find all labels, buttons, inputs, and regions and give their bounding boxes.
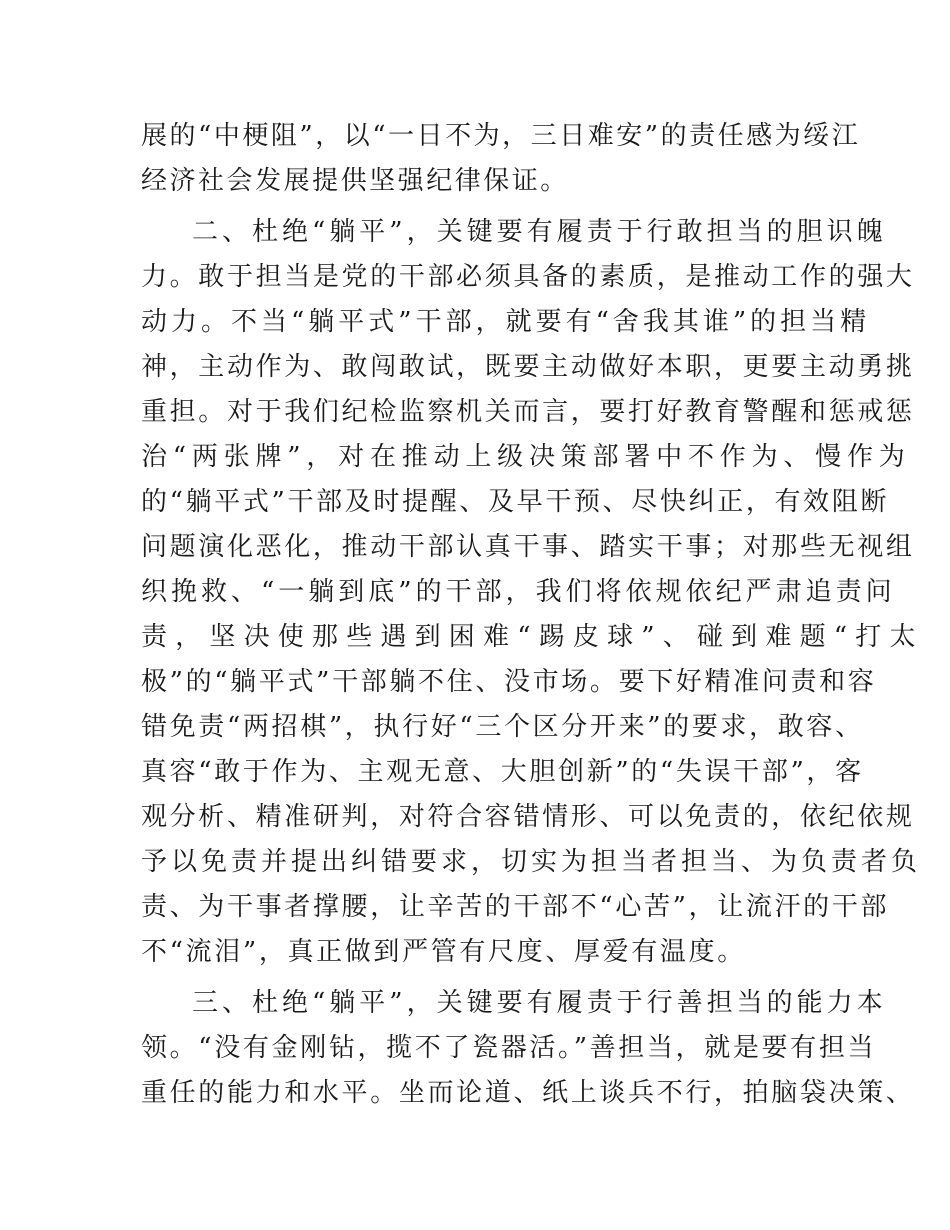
text-line: 经济社会发展提供坚强纪律保证。	[141, 166, 569, 196]
text-line: 问题演化恶化，推动干部认真干事、踏实干事；对那些无视组	[141, 532, 915, 562]
text-line: 责，坚决使那些遇到困难“踢皮球”、碰到难题“打太	[141, 622, 924, 652]
text-line: 不“流泪”，真正做到严管有尺度、厚爱有温度。	[141, 937, 746, 967]
text-line: 织挽救、“一躺到底”的干部，我们将依规依纪严肃追责问	[141, 577, 896, 607]
text-line: 重担。对于我们纪检监察机关而言，要打好教育警醒和惩戒惩	[141, 397, 915, 427]
text-line: 极”的“躺平式”干部躺不住、没市场。要下好精准问责和容	[141, 667, 877, 697]
text-line: 领。“没有金刚钻，揽不了瓷器活。”善担当，就是要有担当	[141, 1033, 877, 1063]
text-line: 责、为干事者撑腰，让辛苦的干部不“心苦”，让流汗的干部	[141, 892, 890, 922]
text-line: 力。敢于担当是党的干部必须具备的素质，是推动工作的强大	[141, 262, 915, 292]
text-line: 真容“敢于作为、主观无意、大胆创新”的“失误干部”，客	[141, 757, 864, 787]
text-line: 神，主动作为、敢闯敢试，既要主动做好本职，更要主动勇挑	[141, 352, 915, 382]
text-line: 动力。不当“躺平式”干部，就要有“舍我其谁”的担当精	[141, 307, 871, 337]
text-line: 的“躺平式”干部及时提醒、及早干预、尽快纠正，有效阻断	[141, 487, 890, 517]
text-line: 错免责“两招棋”，执行好“三个区分开来”的要求，敢容、	[141, 712, 864, 742]
text-line: 展的“中梗阻”，以“一日不为，三日难安”的责任感为绥江	[141, 121, 861, 151]
text-line: 治“两张牌”，对在推动上级决策部署中不作为、慢作为	[141, 442, 911, 472]
text-line: 观分析、精准研判，对符合容错情形、可以免责的，依纪依规	[141, 802, 915, 832]
text-line: 二、杜绝“躺平”，关键要有履责于行敢担当的胆识魄	[192, 217, 887, 247]
text-line: 予以免责并提出纠错要求，切实为担当者担当、为负责者负	[141, 847, 922, 877]
text-line: 重任的能力和水平。坐而论道、纸上谈兵不行，拍脑袋决策、	[141, 1078, 915, 1108]
text-line: 三、杜绝“躺平”，关键要有履责于行善担当的能力本	[192, 988, 887, 1018]
